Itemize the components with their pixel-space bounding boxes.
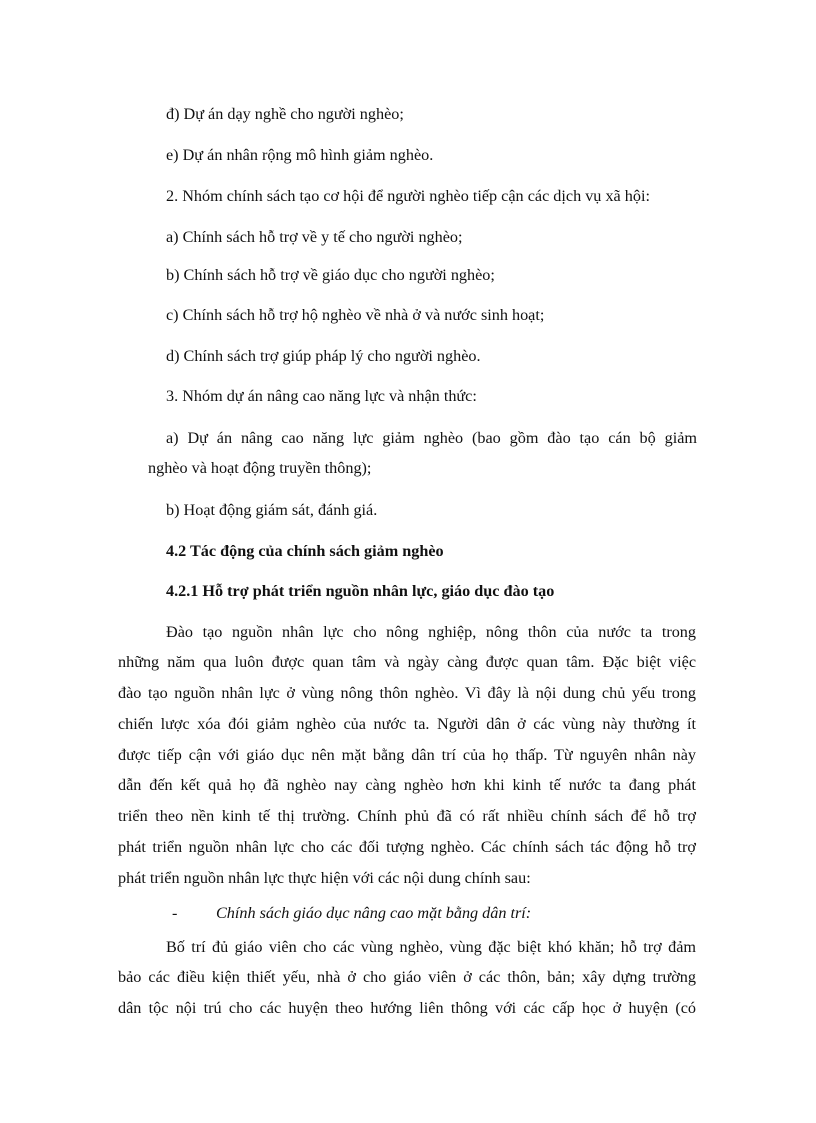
group2-item-b: b) Chính sách hỗ trợ về giáo dục cho người nghèo; [166, 266, 495, 284]
paragraph1-line: đào tạo nguồn nhân lực ở vùng nông thôn nghèo. Vì đây là nội dung chủ yếu trong [118, 684, 696, 702]
section-heading-4-2-1: 4.2.1 Hỗ trợ phát triển nguồn nhân lực, giáo dục đào tạo [166, 582, 555, 600]
paragraph1-line: phát triển nguồn nhân lực cho các đối tượng nghèo. Các chính sách tác động hỗ trợ [118, 838, 696, 856]
paragraph1-line: Đào tạo nguồn nhân lực cho nông nghiệp, nông thôn của nước ta trong [166, 623, 696, 641]
bullet-text: Chính sách giáo dục nâng cao mặt bằng dân trí: [216, 904, 532, 922]
paragraph1-line: dẫn đến kết quả họ đã nghèo nay càng nghèo hơn khi kinh tế nước ta đang phát [118, 776, 696, 794]
paragraph1-line: phát triển nguồn nhân lực thực hiện với các nội dung chính sau: [118, 869, 531, 887]
group2-item-a: a) Chính sách hỗ trợ về y tế cho người nghèo; [166, 228, 463, 246]
section-heading-4-2: 4.2 Tác động của chính sách giảm nghèo [166, 542, 444, 560]
paragraph1-line: những năm qua luôn được quan tâm và ngày càng được quan tâm. Đặc biệt việc [118, 653, 696, 671]
group2-item-c: c) Chính sách hỗ trợ hộ nghèo về nhà ở và nước sinh hoạt; [166, 306, 545, 324]
paragraph1-line: triển theo nền kinh tế thị trường. Chính phủ đã có rất nhiều chính sách để hỗ trợ [118, 807, 696, 825]
bullet-marker: - [172, 904, 178, 922]
group3-item-a-line1: a) Dự án nâng cao năng lực giảm nghèo (bao gồm đào tạo cán bộ giảm [166, 429, 697, 447]
paragraph2-line: dân tộc nội trú cho các huyện theo hướng liên thông với các cấp học ở huyện (có [118, 999, 696, 1017]
paragraph2-line: bảo các điều kiện thiết yếu, nhà ở cho giáo viên ở các thôn, bản; xây dựng trường [118, 968, 696, 986]
group3-item-b: b) Hoạt động giám sát, đánh giá. [166, 501, 378, 519]
paragraph2-line: Bố trí đủ giáo viên cho các vùng nghèo, vùng đặc biệt khó khăn; hỗ trợ đảm [166, 938, 696, 956]
list-item-d: đ) Dự án dạy nghề cho người nghèo; [166, 105, 404, 123]
group3-heading: 3. Nhóm dự án nâng cao năng lực và nhận thức: [166, 387, 477, 405]
group2-item-d: d) Chính sách trợ giúp pháp lý cho người nghèo. [166, 347, 481, 365]
group3-item-a-line2: nghèo và hoạt động truyền thông); [148, 459, 372, 477]
list-item-e: e) Dự án nhân rộng mô hình giảm nghèo. [166, 146, 434, 164]
paragraph1-line: được tiếp cận với giáo dục nên mặt bằng dân trí của họ thấp. Từ nguyên nhân này [118, 746, 696, 764]
paragraph1-line: chiến lược xóa đói giảm nghèo của nước ta. Người dân ở các vùng này thường ít [118, 715, 696, 733]
group2-heading: 2. Nhóm chính sách tạo cơ hội để người nghèo tiếp cận các dịch vụ xã hội: [166, 187, 650, 205]
